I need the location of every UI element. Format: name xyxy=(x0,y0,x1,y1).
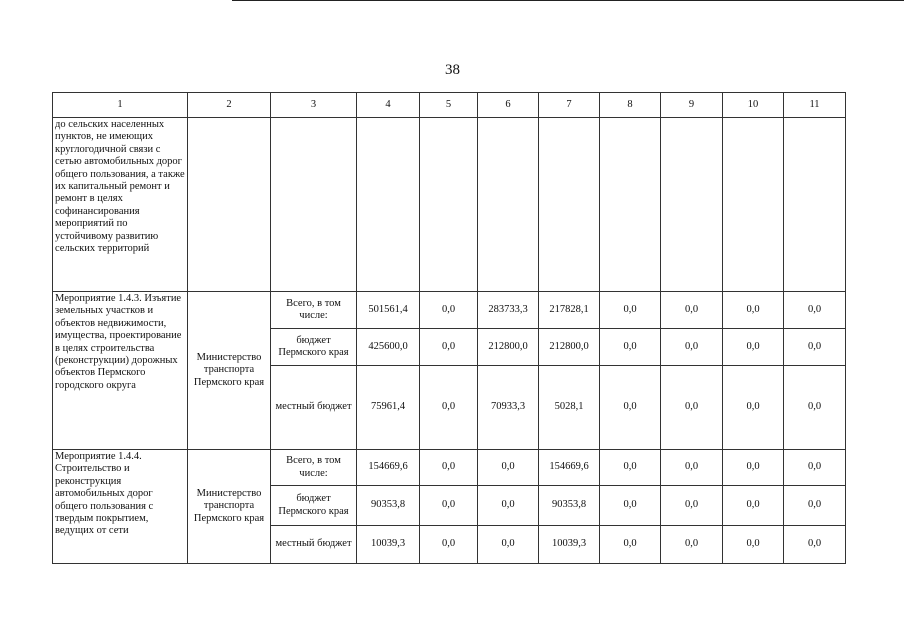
value-cell: 0,0 xyxy=(600,486,661,526)
value-cell: 425600,0 xyxy=(357,329,420,366)
value-cell: 0,0 xyxy=(420,329,478,366)
value-cell: 0,0 xyxy=(723,366,784,450)
value-cell: 0,0 xyxy=(420,450,478,486)
funding-source: Всего, в том числе: xyxy=(271,450,357,486)
header-cell: 3 xyxy=(271,93,357,118)
value-cell: 501561,4 xyxy=(357,292,420,329)
value-cell: 0,0 xyxy=(784,366,846,450)
header-cell: 6 xyxy=(478,93,539,118)
funding-source: местный бюджет xyxy=(271,526,357,564)
value-cell: 0,0 xyxy=(420,366,478,450)
value-cell: 10039,3 xyxy=(539,526,600,564)
header-cell: 1 xyxy=(53,93,188,118)
table-row xyxy=(53,292,846,329)
value-cell: 0,0 xyxy=(420,486,478,526)
value-cell: 0,0 xyxy=(661,526,723,564)
value-cell: 0,0 xyxy=(723,486,784,526)
continuation-row xyxy=(53,118,846,292)
value-cell: 0,0 xyxy=(784,486,846,526)
value-cell: 217828,1 xyxy=(539,292,600,329)
value-cell: 0,0 xyxy=(600,329,661,366)
measure-name: Мероприятие 1.4.3. Изъятие земельных участков и объектов недвижимости, имущества, проектирование в целях строительства (реконструкции) дорожных объектов Пермского городского округа xyxy=(53,292,188,450)
empty-cell xyxy=(357,118,420,292)
empty-cell xyxy=(420,118,478,292)
header-row xyxy=(53,93,846,118)
value-cell: 0,0 xyxy=(600,292,661,329)
value-cell: 0,0 xyxy=(600,366,661,450)
header-cell: 2 xyxy=(188,93,271,118)
value-cell: 154669,6 xyxy=(357,450,420,486)
empty-cell xyxy=(188,118,271,292)
value-cell: 0,0 xyxy=(661,486,723,526)
value-cell: 0,0 xyxy=(661,329,723,366)
table-row xyxy=(53,450,846,486)
value-cell: 0,0 xyxy=(600,450,661,486)
value-cell: 0,0 xyxy=(784,450,846,486)
value-cell: 0,0 xyxy=(661,450,723,486)
value-cell: 0,0 xyxy=(784,292,846,329)
page-number: 38 xyxy=(445,62,460,78)
value-cell: 154669,6 xyxy=(539,450,600,486)
funding-source: бюджет Пермского края xyxy=(271,486,357,526)
empty-cell xyxy=(600,118,661,292)
header-cell: 4 xyxy=(357,93,420,118)
empty-cell xyxy=(661,118,723,292)
measure-name: Мероприятие 1.4.4. Строительство и реконструкция автомобильных дорог общего пользования с твердым покрытием, ведущих от сети xyxy=(53,450,188,564)
header-cell: 5 xyxy=(420,93,478,118)
value-cell: 0,0 xyxy=(600,526,661,564)
value-cell: 0,0 xyxy=(784,329,846,366)
value-cell: 5028,1 xyxy=(539,366,600,450)
value-cell: 75961,4 xyxy=(357,366,420,450)
value-cell: 0,0 xyxy=(420,292,478,329)
empty-cell xyxy=(539,118,600,292)
empty-cell xyxy=(478,118,539,292)
funding-source: Всего, в том числе: xyxy=(271,292,357,329)
header-cell: 9 xyxy=(661,93,723,118)
header-cell: 8 xyxy=(600,93,661,118)
value-cell: 10039,3 xyxy=(357,526,420,564)
value-cell: 70933,3 xyxy=(478,366,539,450)
value-cell: 212800,0 xyxy=(539,329,600,366)
executor-cell: Министерство транспорта Пермского края xyxy=(188,292,271,450)
empty-cell xyxy=(271,118,357,292)
funding-source: бюджет Пермского края xyxy=(271,329,357,366)
value-cell: 0,0 xyxy=(784,526,846,564)
value-cell: 0,0 xyxy=(661,366,723,450)
value-cell: 0,0 xyxy=(661,292,723,329)
empty-cell xyxy=(723,118,784,292)
value-cell: 0,0 xyxy=(723,450,784,486)
value-cell: 90353,8 xyxy=(539,486,600,526)
top-border-line xyxy=(232,0,904,1)
value-cell: 283733,3 xyxy=(478,292,539,329)
funding-source: местный бюджет xyxy=(271,366,357,450)
value-cell: 0,0 xyxy=(723,526,784,564)
value-cell: 0,0 xyxy=(723,292,784,329)
header-cell: 10 xyxy=(723,93,784,118)
value-cell: 0,0 xyxy=(420,526,478,564)
header-cell: 7 xyxy=(539,93,600,118)
value-cell: 0,0 xyxy=(478,486,539,526)
value-cell: 90353,8 xyxy=(357,486,420,526)
executor-cell: Министерство транспорта Пермского края xyxy=(188,450,271,564)
value-cell: 212800,0 xyxy=(478,329,539,366)
continuation-text: до сельских населенных пунктов, не имеющих круглогодичной связи с сетью автомобильных дорог общего пользования, а также их капитальный ремонт и ремонт в целях софинансирования мероприятий по устойчивому развитию сельских территорий xyxy=(53,118,188,292)
value-cell: 0,0 xyxy=(478,450,539,486)
value-cell: 0,0 xyxy=(478,526,539,564)
budget-table xyxy=(52,92,846,564)
header-cell: 11 xyxy=(784,93,846,118)
value-cell: 0,0 xyxy=(723,329,784,366)
empty-cell xyxy=(784,118,846,292)
